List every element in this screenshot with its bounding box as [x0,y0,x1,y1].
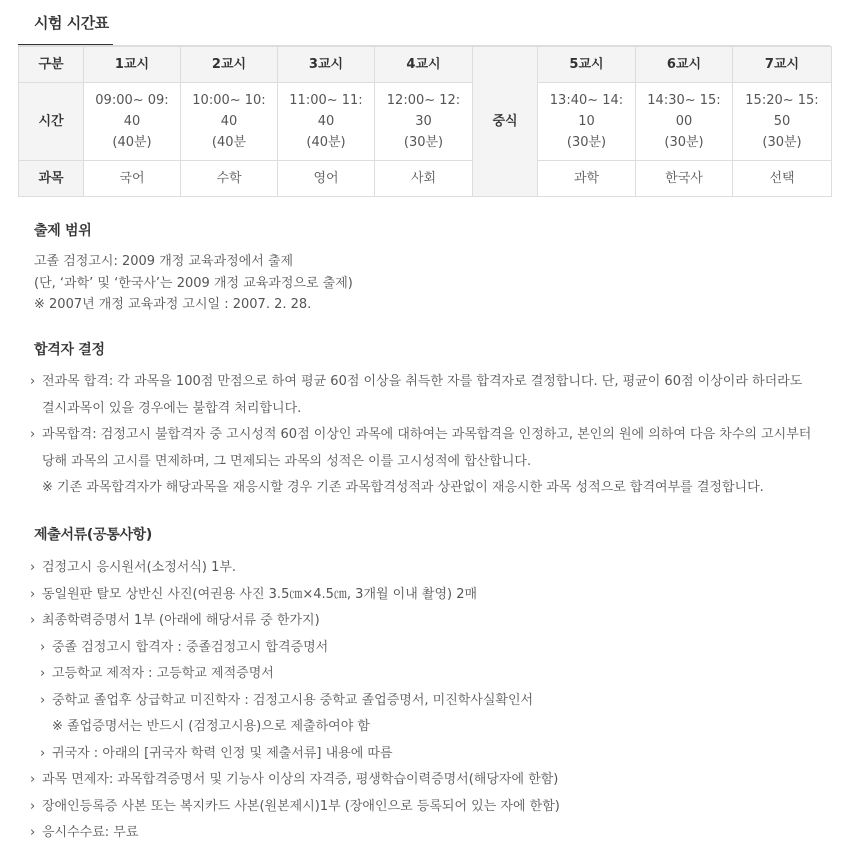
subject-cell: 국어 [84,161,181,197]
chevron-right-icon: › [30,825,36,840]
schedule-table [18,46,832,197]
table-row [19,161,832,197]
row-label-time: 시간 [19,83,84,161]
list-item: › 동일원판 탈모 상반신 사진(여권용 사진 3.5㎝×4.5㎝, 3개월 이내 촬영) 2매 [30,582,834,609]
chevron-right-icon: › [40,666,46,681]
time-cell: 11:00~ 11: 40 (40분) [278,83,375,161]
time-cell: 09:00~ 09: 40 (40분) [84,83,181,161]
list-item: › 전과목 합격: 각 과목을 100점 만점으로 하여 평균 60점 이상을 취득한 자를 합격자로 결정합니다. 단, 평균이 60점 이상이라 하더라도 [30,369,834,396]
section-title-scope: 출제 범위 [34,223,92,239]
time-cell: 10:00~ 10: 40 (40분 [181,83,278,161]
period-header: 4교시 [375,47,473,83]
list-item: › 검정고시 응시원서(소정서식) 1부. [30,555,834,582]
row-label-subject: 과목 [19,161,84,197]
time-cell: 12:00~ 12: 30 (30분) [375,83,473,161]
period-header: 5교시 [538,47,636,83]
chevron-right-icon: › [40,745,46,761]
chevron-right-icon: › [30,613,36,628]
time-cell: 14:30~ 15: 00 (30분) [636,83,733,161]
list-item: › 귀국자 : 아래의 [귀국자 학력 인정 및 제출서류] 내용에 따름 [30,741,834,768]
section-title-pass: 합격자 결정 [34,342,105,358]
chevron-right-icon: › [30,798,36,814]
scope-line: (단, ‘과학’ 및 ‘한국사’는 2009 개정 교육과정으로 출제) [34,275,353,291]
subject-cell: 과학 [538,161,636,197]
chevron-right-icon: › [40,692,46,708]
period-header: 3교시 [278,47,375,83]
time-cell: 13:40~ 14: 10 (30분) [538,83,636,161]
chevron-right-icon: › [30,374,36,389]
list-item: ※ 졸업증명서는 반드시 (검정고시용)으로 제출하여야 함 [52,719,370,734]
list-item: ※ 기존 과목합격자가 해당과목을 재응시할 경우 기존 과목합격성적과 상관없이 재응시한 과목 성적으로 합격여부를 결정합니다. [42,480,764,495]
chevron-right-icon: › [30,560,36,575]
scope-line: 고졸 검정고시: 2009 개정 교육과정에서 출제 [34,254,294,269]
list-item: › 장애인등록증 사본 또는 복지카드 사본(원본제시)1부 (장애인으로 등록되어 있는 자에 한함) [30,794,834,821]
lunch-break-cell: 중식 [473,47,538,197]
subject-cell: 한국사 [636,161,733,197]
list-item: › 과목합격: 검정고시 불합격자 중 고시성적 60점 이상인 과목에 대하여는 과목합격을 인정하고, 본인의 원에 의하여 다음 차수의 고시부터 [30,422,834,449]
chevron-right-icon: › [40,639,46,655]
subject-cell: 선택 [733,161,832,197]
subject-cell: 수학 [181,161,278,197]
list-item: 결시과목이 있을 경우에는 불합격 처리합니다. [42,400,302,416]
list-item: › 과목 면제자: 과목합격증명서 및 기능사 이상의 자격증, 평생학습이력증명서(해당자에 한함) [30,767,834,794]
time-cell: 15:20~ 15: 50 (30분) [733,83,832,161]
list-item: › 고등학교 제적자 : 고등학교 제적증명서 [30,661,834,688]
list-item: 당해 과목의 고시를 면제하며, 그 면제되는 과목의 성적은 이를 고시성적에 합산합니다. [42,453,532,469]
period-header: 1교시 [84,47,181,83]
section-title-docs: 제출서류(공통사항) [34,527,152,543]
period-header: 6교시 [636,47,733,83]
table-row [19,47,832,83]
chevron-right-icon: › [30,427,36,442]
chevron-right-icon: › [30,772,36,787]
list-item: › 중졸 검정고시 합격자 : 중졸검정고시 합격증명서 [30,635,834,662]
list-item: › 응시수수료: 무료 [30,820,834,847]
chevron-right-icon: › [30,586,36,602]
pass-list [30,369,834,502]
list-item: › 중학교 졸업후 상급학교 미진학자 : 검정고시용 중학교 졸업증명서, 미진학사실확인서 [30,688,834,715]
tab-label: 시험 시간표 [34,14,109,32]
row-label-category: 구분 [19,47,84,83]
list-item: › 최종학력증명서 1부 (아래에 해당서류 중 한가지) [30,608,834,635]
period-header: 7교시 [733,47,832,83]
tab-exam-schedule[interactable] [18,0,113,46]
table-row [19,83,832,161]
period-header: 2교시 [181,47,278,83]
scope-line: ※ 2007년 개정 교육과정 고시일 : 2007. 2. 28. [34,297,312,312]
subject-cell: 사회 [375,161,473,197]
scope-text [34,251,353,316]
docs-list [30,555,834,847]
subject-cell: 영어 [278,161,375,197]
